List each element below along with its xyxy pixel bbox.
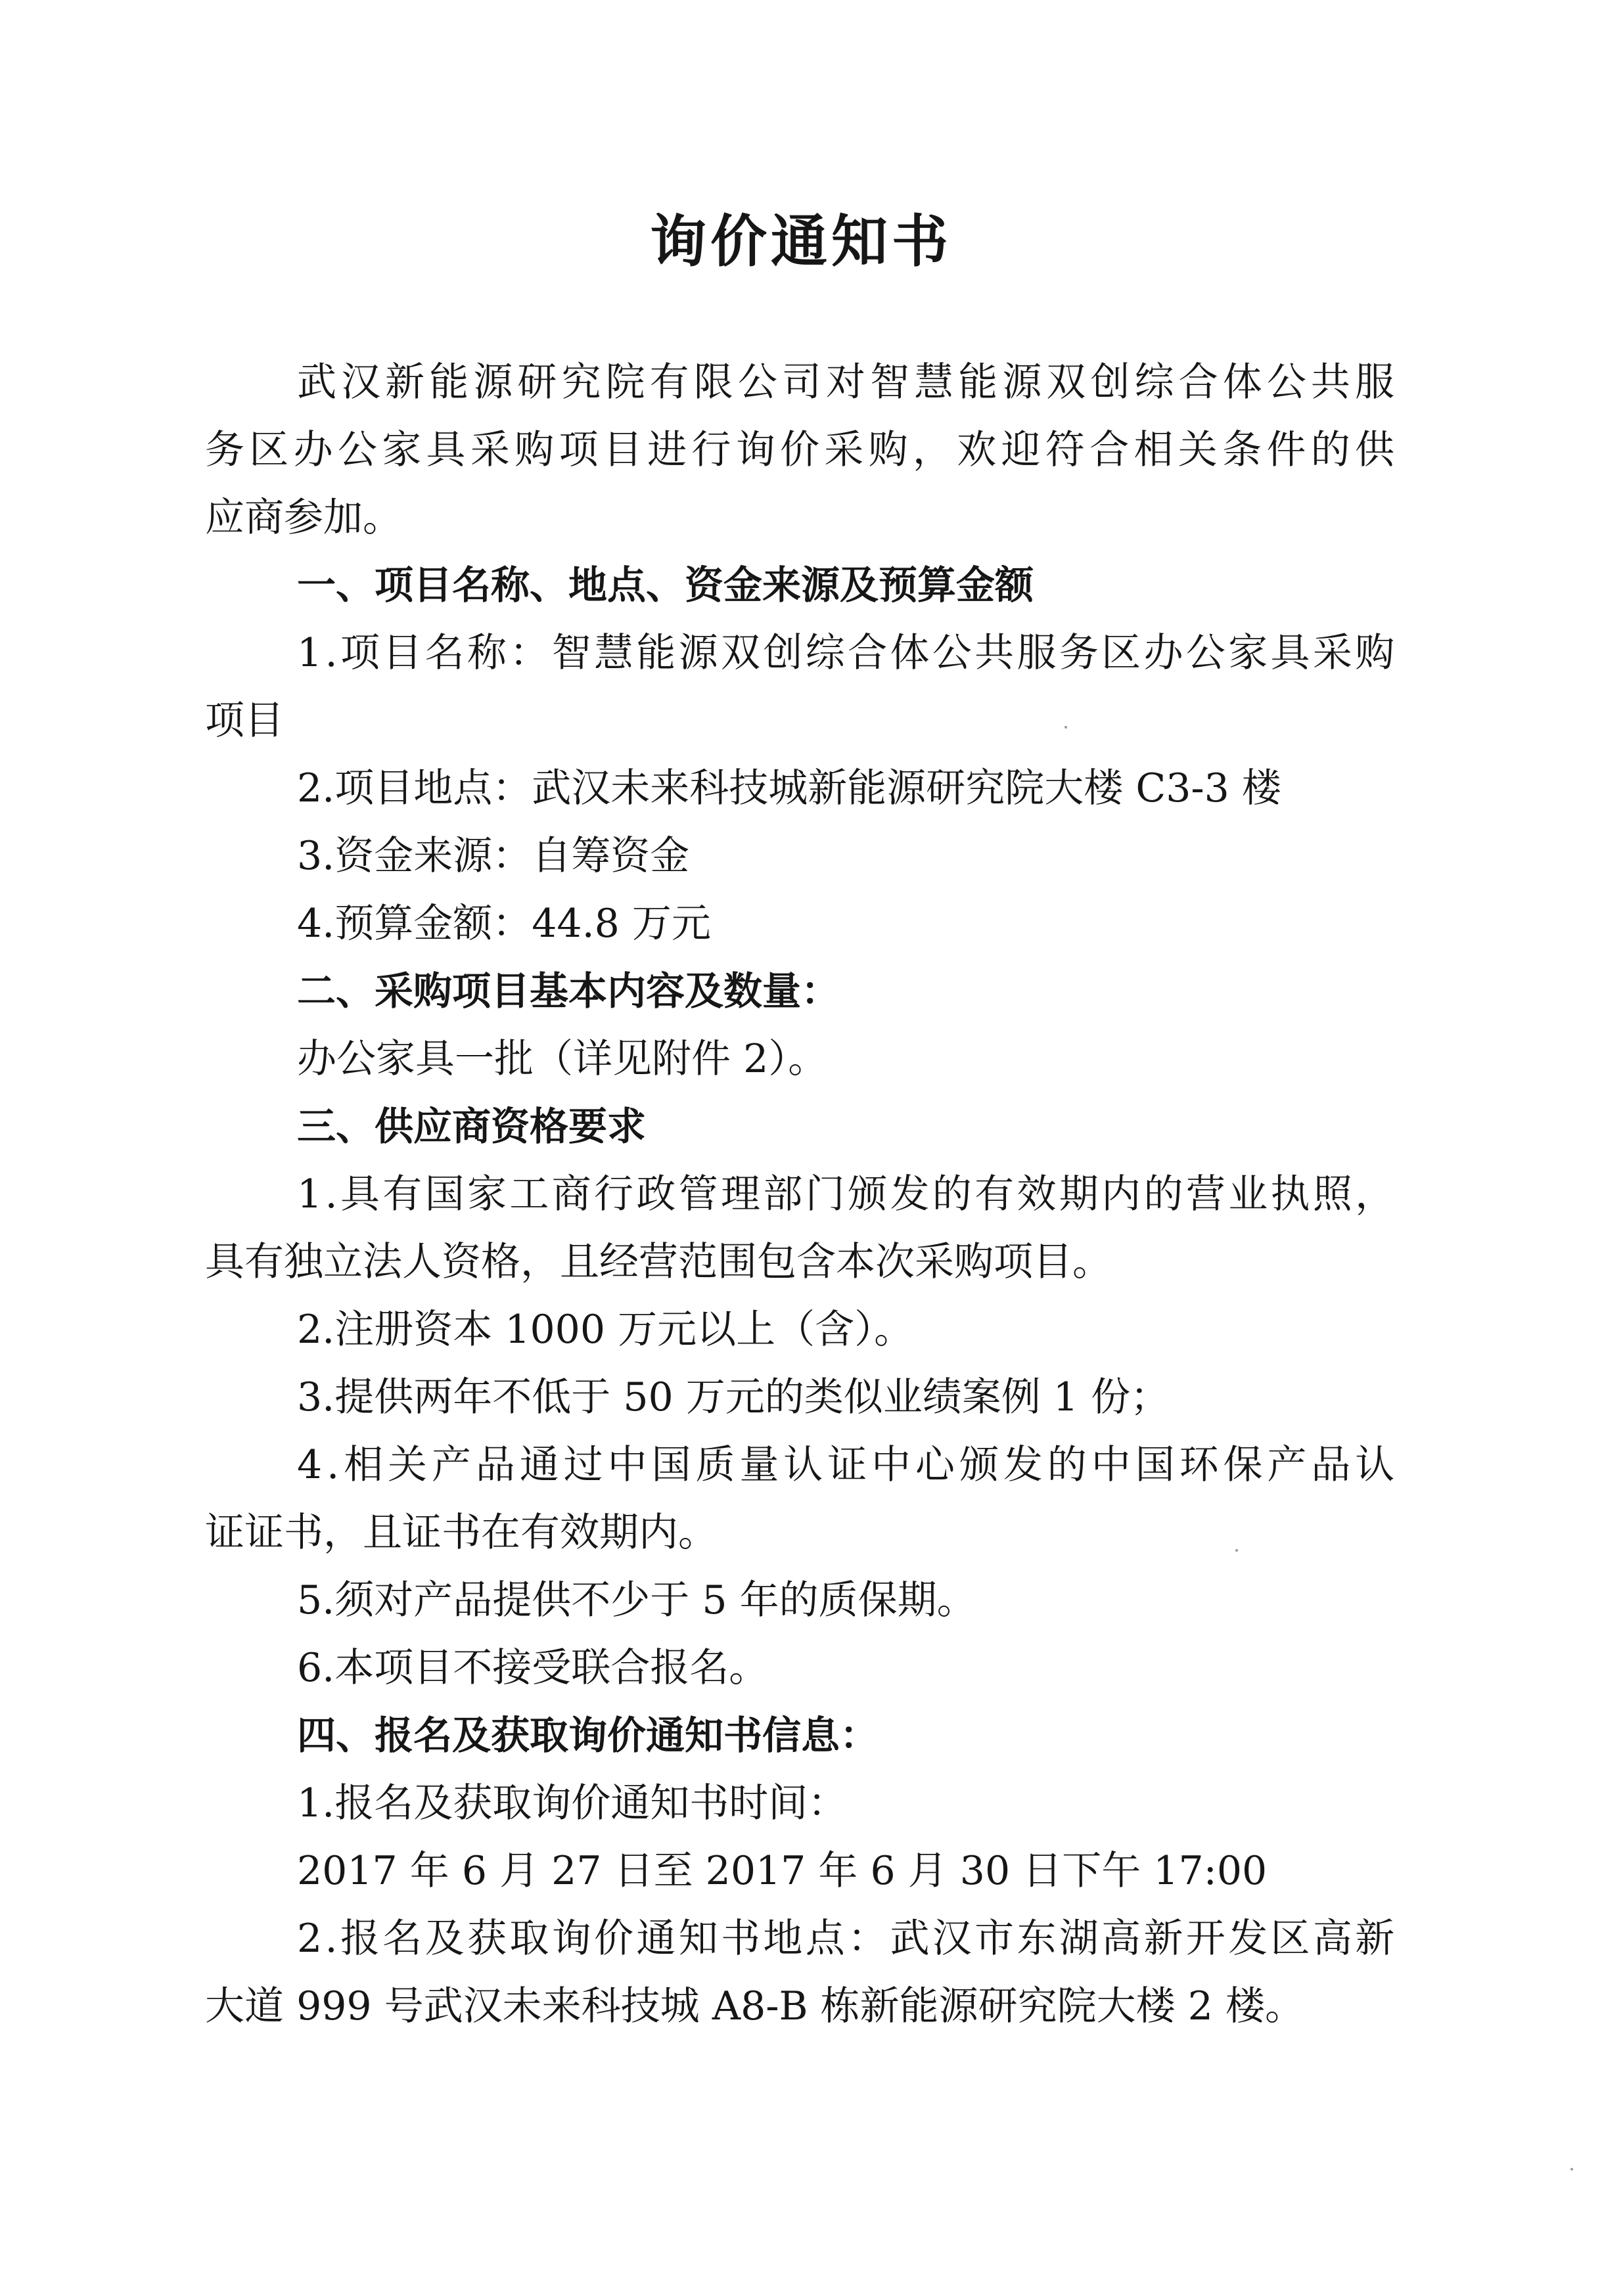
requirement-6: 6.本项目不接受联合报名。 bbox=[297, 1645, 769, 1691]
requirement-5: 5.须对产品提供不少于 5 年的质保期。 bbox=[297, 1577, 976, 1623]
intro-line-1: 武汉新能源研究院有限公司对智慧能源双创综合体公共服 bbox=[297, 359, 1400, 405]
requirement-2: 2.注册资本 1000 万元以上（含）。 bbox=[297, 1307, 914, 1353]
project-name-line-1: 1.项目名称：智慧能源双创综合体公共服务区办公家具采购 bbox=[297, 630, 1398, 676]
requirement-1-line-2: 具有独立法人资格，且经营范围包含本次采购项目。 bbox=[205, 1239, 1112, 1285]
registration-time-value: 2017 年 6 月 27 日至 2017 年 6 月 30 日下午 17:00 bbox=[297, 1848, 1268, 1894]
document-title: 询价通知书 bbox=[650, 209, 952, 275]
registration-location-line-2: 大道 999 号武汉未来科技城 A8-B 栋新能源研究院大楼 2 楼。 bbox=[205, 1983, 1304, 2029]
section-heading-3: 三、供应商资格要求 bbox=[297, 1104, 647, 1149]
procurement-content: 办公家具一批（详见附件 2）。 bbox=[297, 1036, 828, 1082]
section-heading-2: 二、采购项目基本内容及数量： bbox=[297, 968, 840, 1014]
project-name-line-2: 项目 bbox=[205, 698, 284, 744]
budget-amount: 4.预算金额：44.8 万元 bbox=[297, 901, 711, 947]
project-location: 2.项目地点：武汉未来科技城新能源研究院大楼 C3-3 楼 bbox=[297, 765, 1281, 811]
scan-speck bbox=[1235, 1549, 1238, 1552]
intro-line-3: 应商参加。 bbox=[205, 495, 402, 541]
requirement-4-line-2: 证证书，且证书在有效期内。 bbox=[205, 1510, 718, 1556]
registration-location-line-1: 2.报名及获取询价通知书地点：武汉市东湖高新开发区高新 bbox=[297, 1916, 1398, 1962]
requirement-3: 3.提供两年不低于 50 万元的类似业绩案例 1 份； bbox=[297, 1374, 1170, 1420]
intro-line-2: 务区办公家具采购项目进行询价采购，欢迎符合相关条件的供 bbox=[205, 427, 1400, 473]
requirement-4-line-1: 4.相关产品通过中国质量认证中心颁发的中国环保产品认 bbox=[297, 1442, 1400, 1488]
section-heading-4: 四、报名及获取询价通知书信息： bbox=[297, 1713, 879, 1758]
section-heading-1: 一、项目名称、地点、资金来源及预算金额 bbox=[297, 562, 1034, 608]
requirement-1-line-1: 1.具有国家工商行政管理部门颁发的有效期内的营业执照， bbox=[297, 1171, 1398, 1217]
scan-speck bbox=[1570, 2168, 1573, 2171]
scan-speck bbox=[1064, 726, 1067, 729]
funding-source: 3.资金来源：自筹资金 bbox=[297, 833, 690, 879]
registration-time-label: 1.报名及获取询价通知书时间： bbox=[297, 1780, 848, 1826]
